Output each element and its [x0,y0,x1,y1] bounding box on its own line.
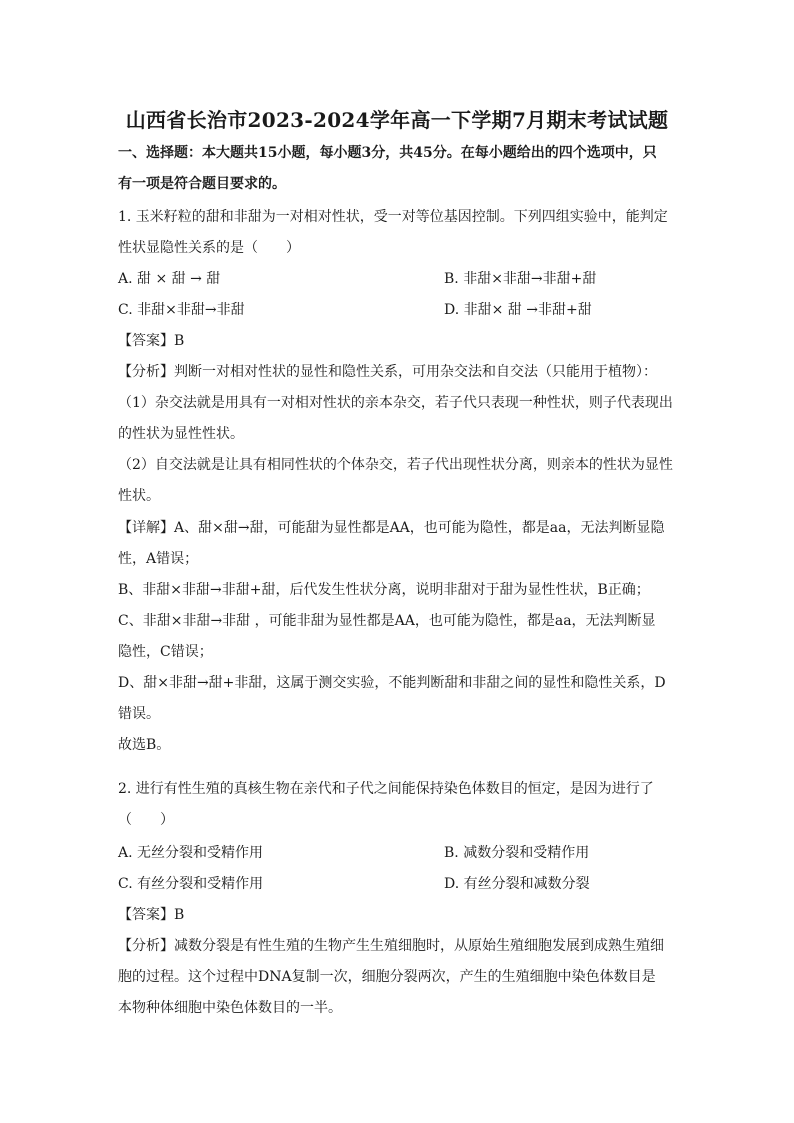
q1-analysis-line-2: （1）杂交法就是用具有一对相对性状的亲本杂交，若子代只表现一种性状，则子代表现出 [118,395,673,411]
q1-analysis-line-5: 性状。 [118,488,160,504]
q1-analysis-line-3: 的性状为显性性状。 [118,426,244,442]
q2-option-a: A. 无丝分裂和受精作用 [118,845,264,861]
q1-stem-line-2: 性状显隐性关系的是（ ） [118,240,300,256]
q1-answer: 【答案】B [118,333,185,349]
q2-option-b: B. 减数分裂和受精作用 [444,845,590,861]
q1-detail-line-5: 隐性，C错误； [118,644,213,660]
q1-analysis-line-4: （2）自交法就是让具有相同性状的个体杂交，若子代出现性状分离，则亲本的性状为显性 [118,457,673,473]
q1-detail-line-6: D、甜×非甜→甜+非甜，这属于测交实验，不能判断甜和非甜之间的显性和隐性关系，D [118,675,666,691]
q1-conclusion: 故选B。 [118,737,171,753]
q1-option-d: D. 非甜× 甜 →非甜+甜 [444,302,592,318]
q2-option-d: D. 有丝分裂和减数分裂 [444,876,590,892]
q1-detail-line-3: B、非甜×非甜→非甜+甜，后代发生性状分离，说明非甜对于甜为显性性状，B正确； [118,582,650,598]
q1-detail-line-2: 性，A错误； [118,551,199,567]
page-title: 山西省长治市2023-2024学年高一下学期7月期末考试试题 [125,108,669,132]
q1-option-b: B. 非甜×非甜→非甜+甜 [444,271,597,287]
q2-analysis-line-1: 【分析】减数分裂是有性生殖的生物产生生殖细胞时，从原始生殖细胞发展到成熟生殖细 [118,938,664,954]
q2-stem-line-1: 2. 进行有性生殖的真核生物在亲代和子代之间能保持染色体数目的恒定，是因为进行了 [118,781,654,797]
q1-stem-line-1: 1. 玉米籽粒的甜和非甜为一对相对性状，受一对等位基因控制。下列四组实验中，能判定 [118,209,668,225]
q1-option-c: C. 非甜×非甜→非甜 [118,302,245,318]
section-heading-line-1: 一、选择题：本大题共15小题，每小题3分，共45分。在每小题给出的四个选项中，只 [118,145,657,161]
q1-detail-line-1: 【详解】A、甜×甜→甜，可能甜为显性都是AA，也可能为隐性，都是aa，无法判断显隐 [118,520,665,536]
section-heading-line-2: 有一项是符合题目要求的。 [118,176,286,192]
q2-stem-line-2: （ ） [118,812,174,828]
q1-analysis-line-1: 【分析】判断一对相对性状的显性和隐性关系，可用杂交法和自交法（只能用于植物）： [118,364,657,380]
q2-analysis-line-3: 本物种体细胞中染色体数目的一半。 [118,1000,342,1016]
q1-option-a: A. 甜 × 甜 → 甜 [118,271,221,287]
q1-detail-line-4: C、非甜×非甜→非甜 ，可能非甜为显性都是AA，也可能为隐性，都是aa，无法判断显 [118,613,656,629]
q2-answer: 【答案】B [118,907,185,923]
q1-detail-line-7: 错误。 [118,706,160,722]
q2-option-c: C. 有丝分裂和受精作用 [118,876,264,892]
q2-analysis-line-2: 胞的过程。这个过程中DNA复制一次，细胞分裂两次，产生的生殖细胞中染色体数目是 [118,969,656,985]
